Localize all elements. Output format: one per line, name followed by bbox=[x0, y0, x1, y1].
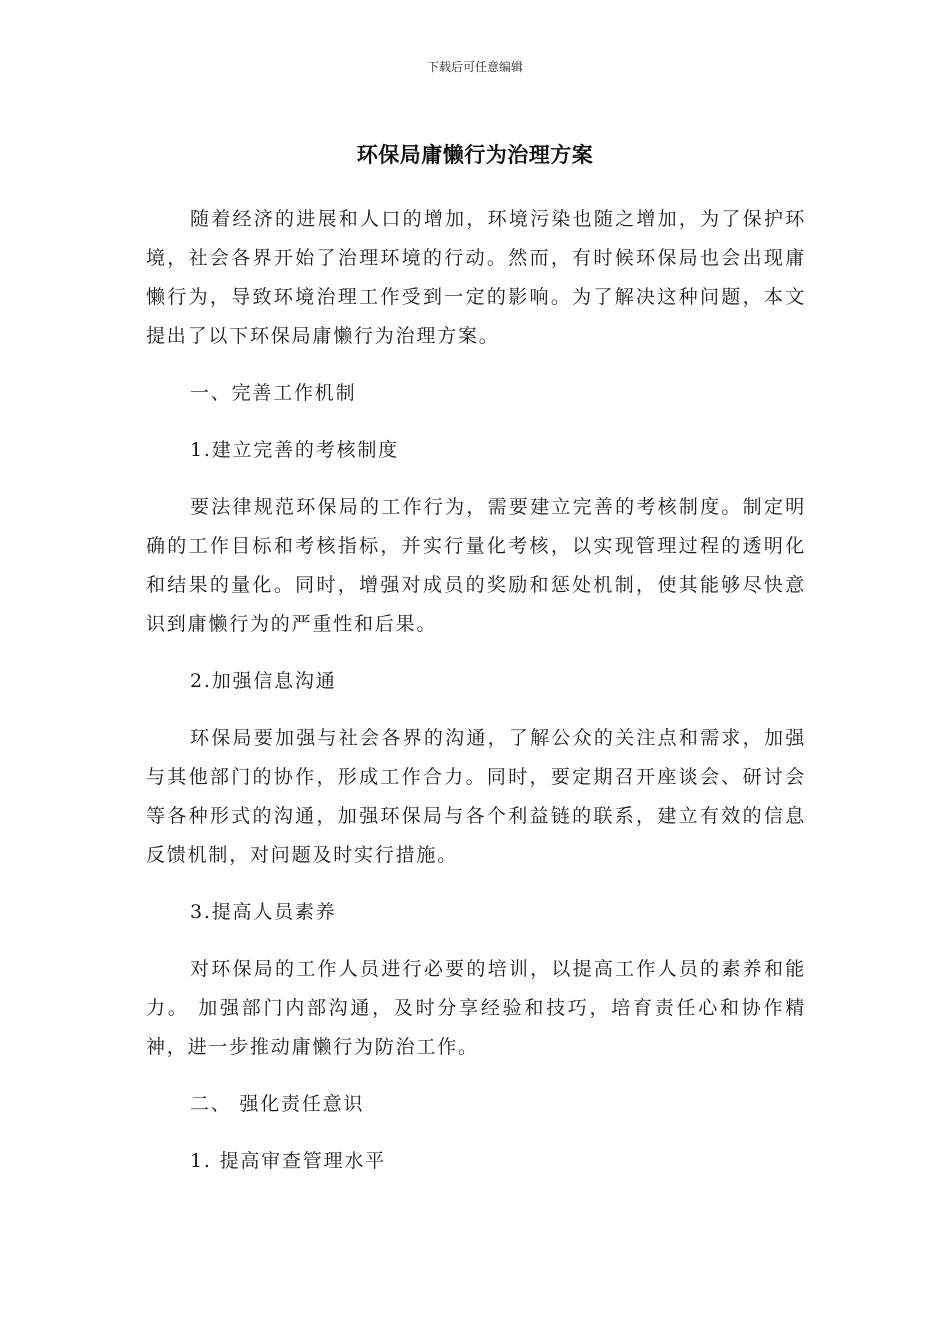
subsection-heading-1-1: 1.建立完善的考核制度 bbox=[190, 439, 399, 461]
header-note: 下载后可任意编辑 bbox=[426, 60, 523, 74]
subsection-heading-2-1: 1. 提高审查管理水平 bbox=[190, 1150, 386, 1172]
section-heading-1: 一、完善工作机制 bbox=[190, 382, 357, 404]
subsection-heading-1-2: 2.加强信息沟通 bbox=[190, 670, 337, 692]
paragraph-1-3: 对环保局的工作人员进行必要的培训，以提高工作人员的素养和能力。 加强部门内部沟通，及时分享经验和技巧，培育责任心和协作精神，进一步推动庸懒行为防治工作。 bbox=[146, 958, 806, 1058]
document-body bbox=[146, 200, 806, 1199]
document-title: 环保局庸懒行为治理方案 bbox=[356, 143, 594, 167]
paragraph-1-2: 环保局要加强与社会各界的沟通，了解公众的关注点和需求，加强与其他部门的协作，形成工作合力。同时，要定期召开座谈会、研讨会等各种形式的沟通，加强环保局与各个利益链的联系，建立有效的信息反馈机制，对问题及时实行措施。 bbox=[146, 727, 806, 866]
subsection-heading-1-3: 3.提高人员素养 bbox=[190, 901, 337, 923]
intro-paragraph: 随着经济的进展和人口的增加，环境污染也随之增加，为了保护环境，社会各界开始了治理环境的行动。然而，有时候环保局也会出现庸懒行为，导致环境治理工作受到一定的影响。为了解决这种问题，本文提出了以下环保局庸懒行为治理方案。 bbox=[146, 208, 806, 347]
paragraph-1-1: 要法律规范环保局的工作行为，需要建立完善的考核制度。制定明确的工作目标和考核指标，并实行量化考核，以实现管理过程的透明化和结果的量化。同时，增强对成员的奖励和惩处机制，使其能够尽快意识到庸懒行为的严重性和后果。 bbox=[146, 496, 806, 635]
section-heading-2: 二、 强化责任意识 bbox=[190, 1093, 365, 1115]
